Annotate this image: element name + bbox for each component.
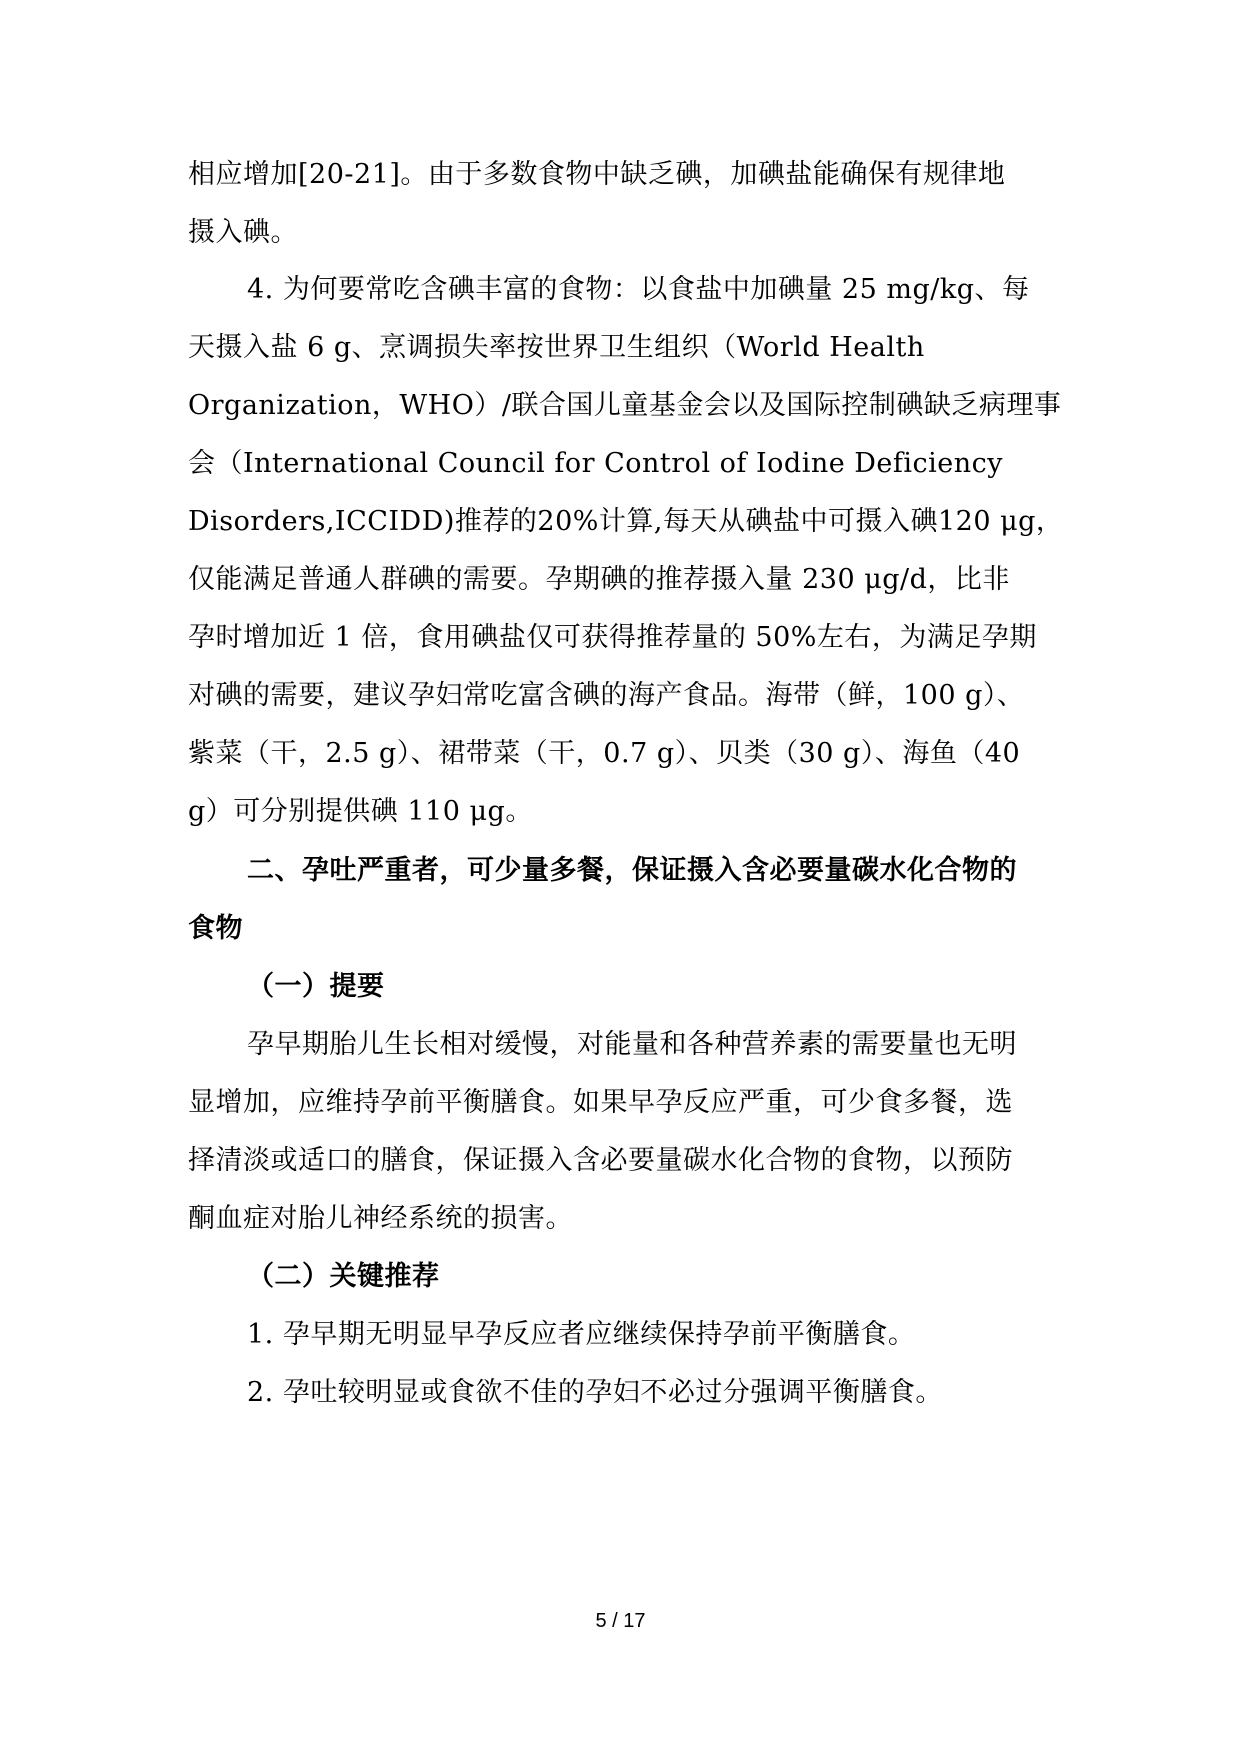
paragraph-line: 4. 为何要常吃含碘丰富的食物：以食盐中加碘量 25 mg/kg、每 [247, 274, 1030, 305]
paragraph-line: 相应增加[20-21]。由于多数食物中缺乏碘，加碘盐能确保有规律地 [188, 159, 1006, 190]
list-item: 2. 孕吐较明显或食欲不佳的孕妇不必过分强调平衡膳食。 [247, 1377, 943, 1408]
paragraph-line: 摄入碘。 [188, 217, 298, 248]
section-heading: 食物 [188, 913, 243, 944]
paragraph-line: 显增加，应维持孕前平衡膳食。如果早孕反应严重，可少食多餐，选 [188, 1087, 1013, 1118]
paragraph-line: g）可分别提供碘 110 μg。 [188, 796, 533, 827]
paragraph-line: 酮血症对胎儿神经系统的损害。 [188, 1203, 573, 1234]
paragraph-line: 会（International Council for Control of Iodine Deficiency [188, 448, 1004, 479]
paragraph-line: 对碘的需要，建议孕妇常吃富含碘的海产食品。海带（鲜，100 g）、 [188, 680, 1025, 711]
subsection-title: （一）提要 [247, 971, 385, 1002]
paragraph-line: 天摄入盐 6 g、烹调损失率按世界卫生组织（World Health [188, 332, 925, 363]
paragraph-line: 孕时增加近 1 倍，食用碘盐仅可获得推荐量的 50%左右，为满足孕期 [188, 622, 1037, 653]
paragraph-line: 择清淡或适口的膳食，保证摄入含必要量碳水化合物的食物，以预防 [188, 1145, 1013, 1176]
list-item: 1. 孕早期无明显早孕反应者应继续保持孕前平衡膳食。 [247, 1319, 916, 1350]
subsection-title: （二）关键推荐 [247, 1261, 440, 1292]
paragraph-line: 紫菜（干，2.5 g）、裙带菜（干，0.7 g）、贝类（30 g）、海鱼（40 [188, 738, 1021, 769]
page-number: 5 / 17 [595, 1610, 646, 1632]
paragraph-line: 孕早期胎儿生长相对缓慢，对能量和各种营养素的需要量也无明 [247, 1029, 1017, 1060]
section-heading: 二、孕吐严重者，可少量多餐，保证摄入含必要量碳水化合物的 [247, 855, 1017, 886]
paragraph-line: Organization，WHO）/联合国儿童基金会以及国际控制碘缺乏病理事 [188, 390, 1062, 421]
paragraph-line: 仅能满足普通人群碘的需要。孕期碘的推荐摄入量 230 μg/d，比非 [188, 564, 1010, 595]
paragraph-line: Disorders,ICCIDD)推荐的20%计算,每天从碘盐中可摄入碘120 μg， [188, 506, 1064, 537]
